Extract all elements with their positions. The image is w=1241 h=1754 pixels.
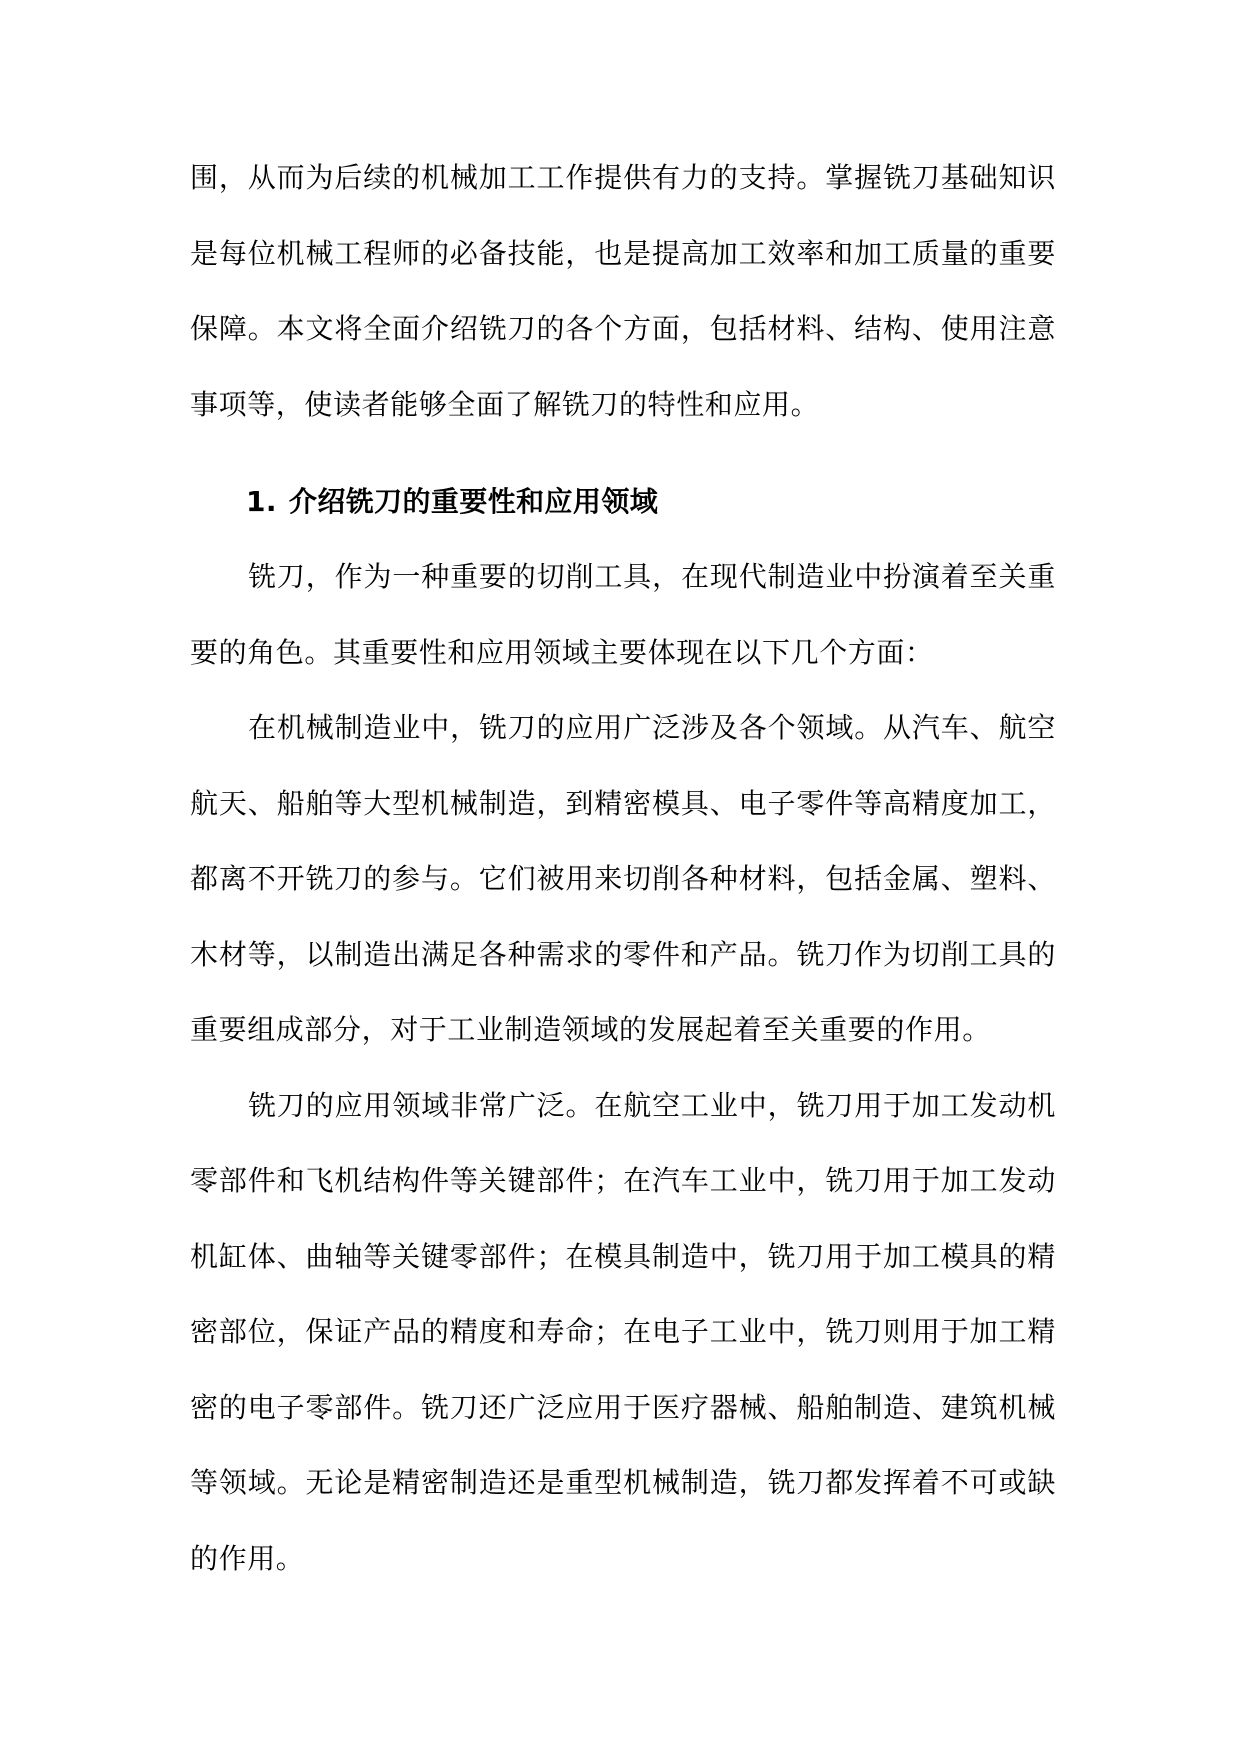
section-title: 介绍铣刀的重要性和应用领域 xyxy=(288,485,659,518)
paragraph-applications: 铣刀的应用领域非常广泛。在航空工业中，铣刀用于加工发动机零部件和飞机结构件等关键部件；在汽车工业中，铣刀用于加工发动机缸体、曲轴等关键零部件；在模具制造中，铣刀用于加工模具的精密部位，保证产品的精度和寿命；在电子工业中，铣刀则用于加工精密的电子零部件。铣刀还广泛应用于医疗器械、船舶制造、建筑机械等领域。无论是精密制造还是重型机械制造，铣刀都发挥着不可或缺的作用。 xyxy=(190,1088,1056,1575)
document-body xyxy=(190,140,1056,1596)
paragraph-importance: 铣刀，作为一种重要的切削工具，在现代制造业中扮演着至关重要的角色。其重要性和应用领域主要体现在以下几个方面： xyxy=(190,560,1056,669)
paragraph-manufacturing: 在机械制造业中，铣刀的应用广泛涉及各个领域。从汽车、航空航天、船舶等大型机械制造，到精密模具、电子零件等高精度加工，都离不开铣刀的参与。它们被用来切削各种材料，包括金属、塑料、木材等，以制造出满足各种需求的零件和产品。铣刀作为切削工具的重要组成部分，对于工业制造领域的发展起着至关重要的作用。 xyxy=(190,711,1056,1046)
intro-continuation-paragraph: 围，从而为后续的机械加工工作提供有力的支持。掌握铣刀基础知识是每位机械工程师的必备技能，也是提高加工效率和加工质量的重要保障。本文将全面介绍铣刀的各个方面，包括材料、结构、使用注意事项等，使读者能够全面了解铣刀的特性和应用。 xyxy=(190,161,1056,421)
section-heading xyxy=(190,464,1056,539)
section-number: 1. xyxy=(246,485,277,518)
